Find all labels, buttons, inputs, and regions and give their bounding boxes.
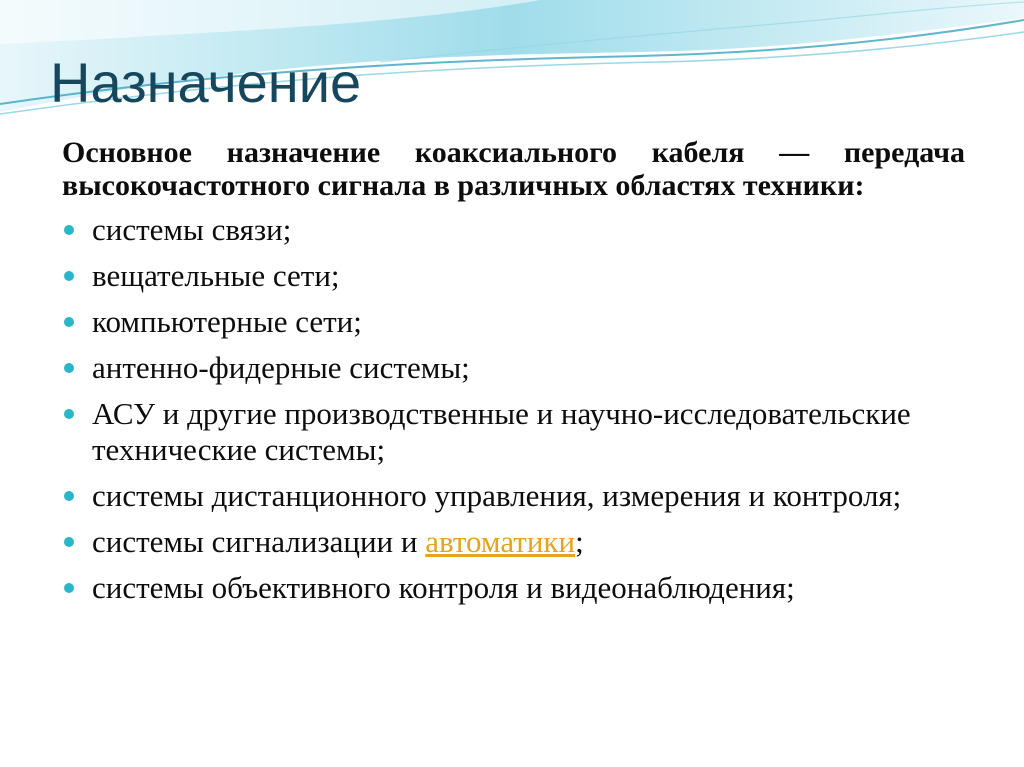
- round-bullet-icon: [64, 409, 74, 419]
- lead-paragraph: Основное назначение коаксиального кабеля — передача высокочастотного сигнала в различных областях техники:: [62, 136, 965, 202]
- list-item-text-suffix: ;: [575, 524, 584, 559]
- list-item-text: АСУ и другие производственные и научно-исследовательские технические системы;: [92, 396, 911, 467]
- list-item: [62, 212, 965, 248]
- list-item: [62, 304, 965, 340]
- round-bullet-icon: [64, 491, 74, 501]
- list-item-text: антенно-фидерные системы;: [92, 350, 470, 385]
- list-item-text: вещательные сети;: [92, 258, 340, 293]
- list-item-text: системы связи;: [92, 212, 292, 247]
- list-item: [62, 350, 965, 386]
- list-item: [62, 524, 965, 560]
- automation-link[interactable]: автоматики: [425, 524, 576, 559]
- list-item: [62, 570, 965, 606]
- round-bullet-icon: [64, 225, 74, 235]
- round-bullet-icon: [64, 537, 74, 547]
- list-item: [62, 396, 965, 468]
- list-item: [62, 258, 965, 294]
- list-item-text: компьютерные сети;: [92, 304, 362, 339]
- list-item-text: системы дистанционного управления, измерения и контроля;: [92, 478, 902, 513]
- round-bullet-icon: [64, 317, 74, 327]
- slide-content: [62, 136, 965, 616]
- slide-title: Назначение: [50, 51, 362, 114]
- round-bullet-icon: [64, 271, 74, 281]
- round-bullet-icon: [64, 583, 74, 593]
- bullet-list: [62, 212, 965, 606]
- list-item: [62, 478, 965, 514]
- round-bullet-icon: [64, 363, 74, 373]
- list-item-text: системы сигнализации и: [92, 524, 426, 559]
- list-item-text: системы объективного контроля и видеонаблюдения;: [92, 570, 795, 605]
